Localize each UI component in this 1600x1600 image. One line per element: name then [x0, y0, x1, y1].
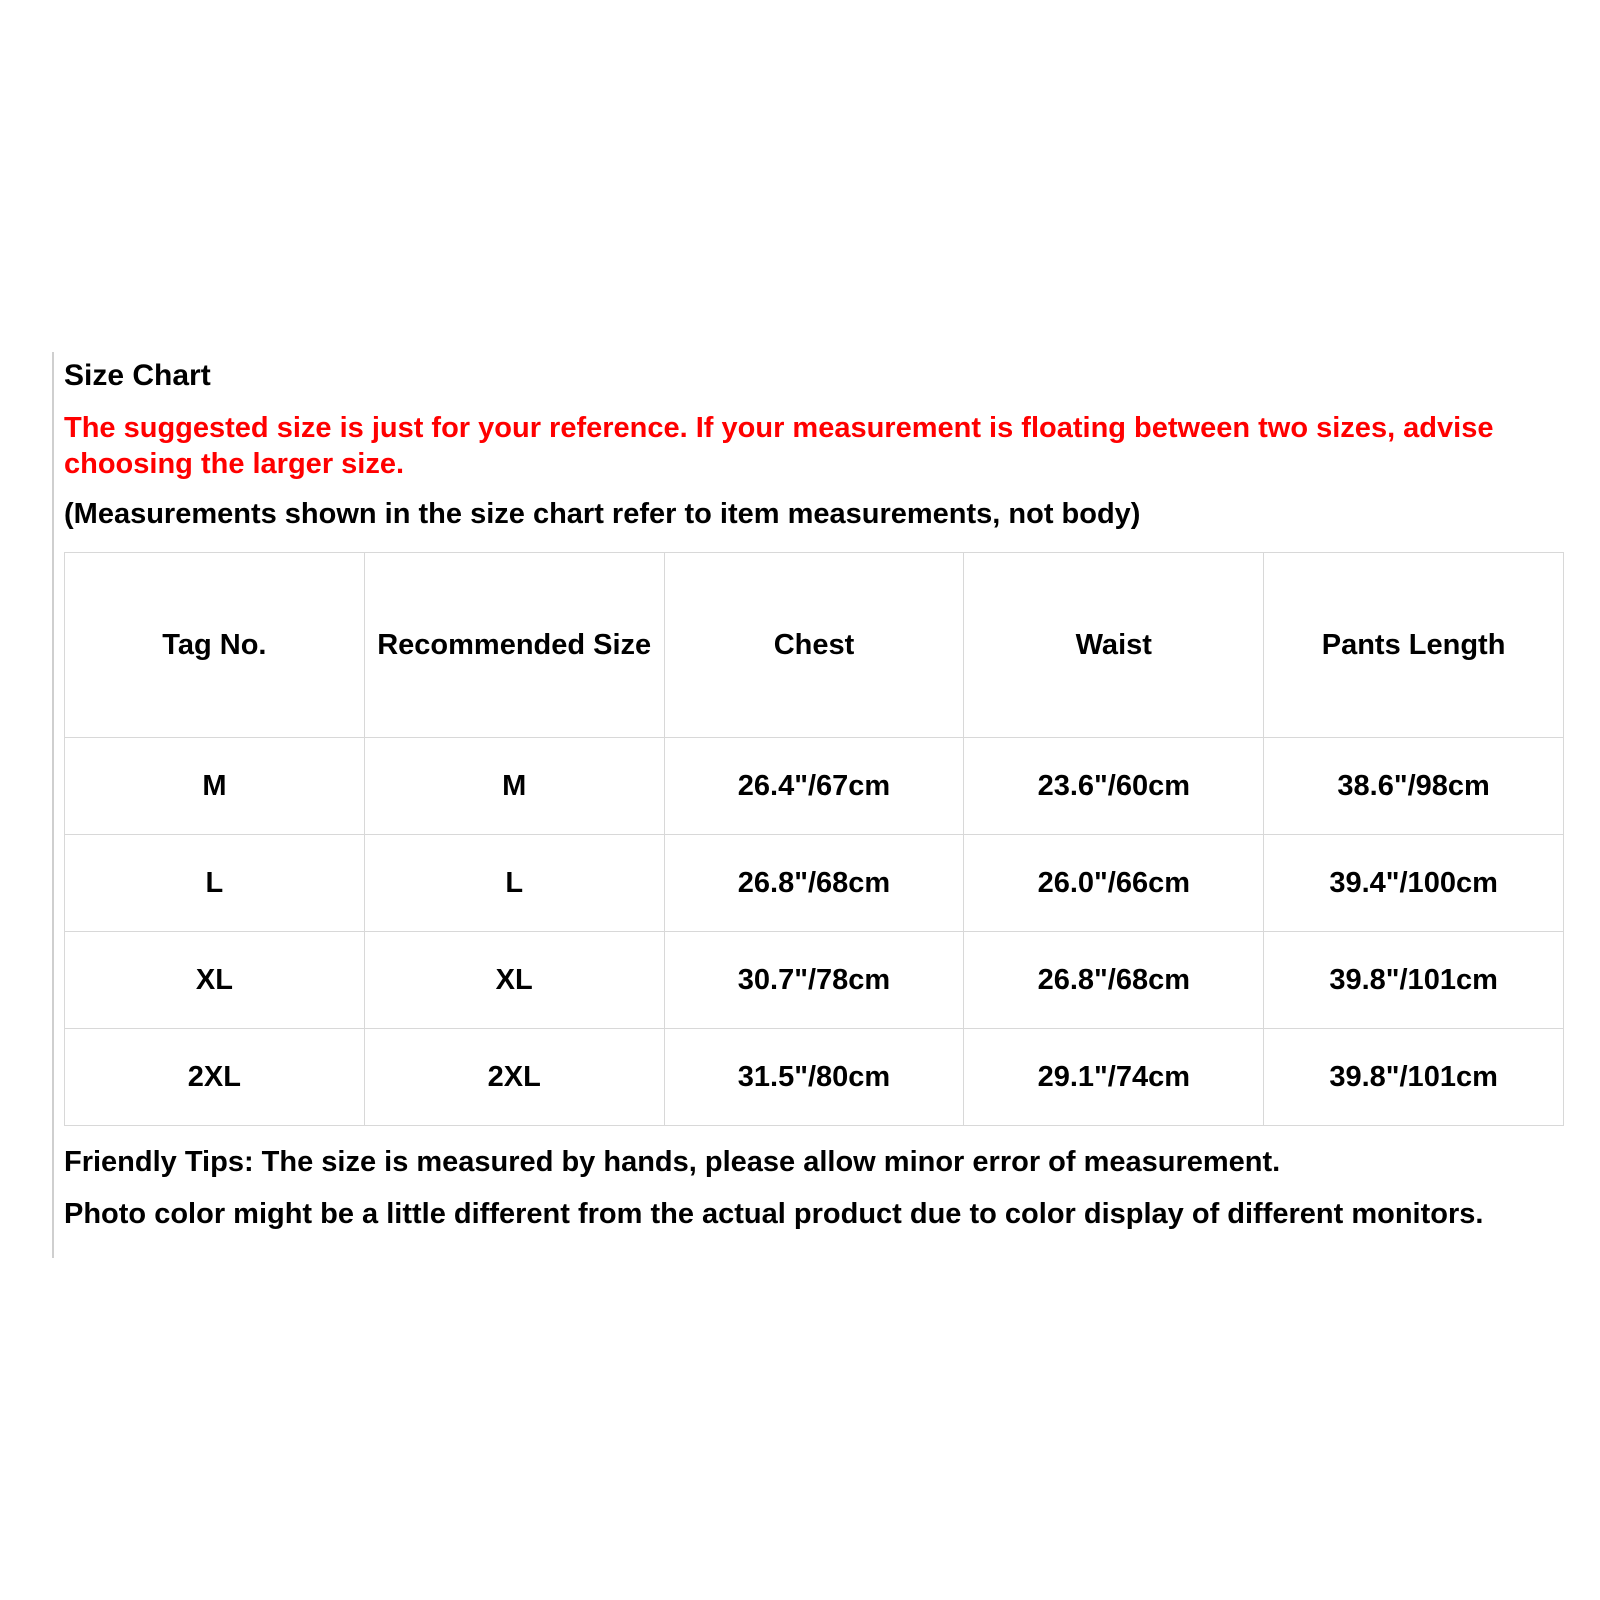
page-title: Size Chart	[64, 359, 211, 392]
cell-pants-length: 38.6"/98cm	[1264, 738, 1564, 835]
cell-waist: 23.6"/60cm	[964, 738, 1264, 835]
cell-waist: 26.0"/66cm	[964, 835, 1264, 932]
cell-pants-length: 39.8"/101cm	[1264, 1029, 1564, 1126]
header-chest: Chest	[664, 553, 964, 738]
header-recommended-size: Recommended Size	[364, 553, 664, 738]
cell-waist: 29.1"/74cm	[964, 1029, 1264, 1126]
header-pants-length: Pants Length	[1264, 553, 1564, 738]
header-tag-no: Tag No.	[65, 553, 365, 738]
table-header-row	[65, 553, 1564, 738]
color-disclaimer: Photo color might be a little different from the actual product due to color display of different monitors.	[64, 1198, 1484, 1230]
cell-pants-length: 39.8"/101cm	[1264, 932, 1564, 1029]
table-row	[65, 835, 1564, 932]
cell-recommended-size: M	[364, 738, 664, 835]
measurement-note: (Measurements shown in the size chart refer to item measurements, not body)	[64, 498, 1141, 530]
table-row	[65, 932, 1564, 1029]
cell-chest: 30.7"/78cm	[664, 932, 964, 1029]
size-warning: The suggested size is just for your reference. If your measurement is floating between two sizes, advise choosing the larger size.	[64, 412, 1494, 480]
friendly-tip: Friendly Tips: The size is measured by hands, please allow minor error of measurement.	[64, 1146, 1281, 1178]
cell-chest: 26.8"/68cm	[664, 835, 964, 932]
cell-pants-length: 39.4"/100cm	[1264, 835, 1564, 932]
cell-recommended-size: XL	[364, 932, 664, 1029]
cell-tag-no: M	[65, 738, 365, 835]
cell-tag-no: 2XL	[65, 1029, 365, 1126]
cell-recommended-size: 2XL	[364, 1029, 664, 1126]
header-waist: Waist	[964, 553, 1264, 738]
cell-tag-no: XL	[65, 932, 365, 1029]
cell-recommended-size: L	[364, 835, 664, 932]
cell-chest: 31.5"/80cm	[664, 1029, 964, 1126]
cell-tag-no: L	[65, 835, 365, 932]
table-row	[65, 738, 1564, 835]
size-chart-panel	[52, 352, 1574, 1258]
table-row	[65, 1029, 1564, 1126]
cell-chest: 26.4"/67cm	[664, 738, 964, 835]
cell-waist: 26.8"/68cm	[964, 932, 1264, 1029]
size-table	[64, 552, 1564, 1126]
